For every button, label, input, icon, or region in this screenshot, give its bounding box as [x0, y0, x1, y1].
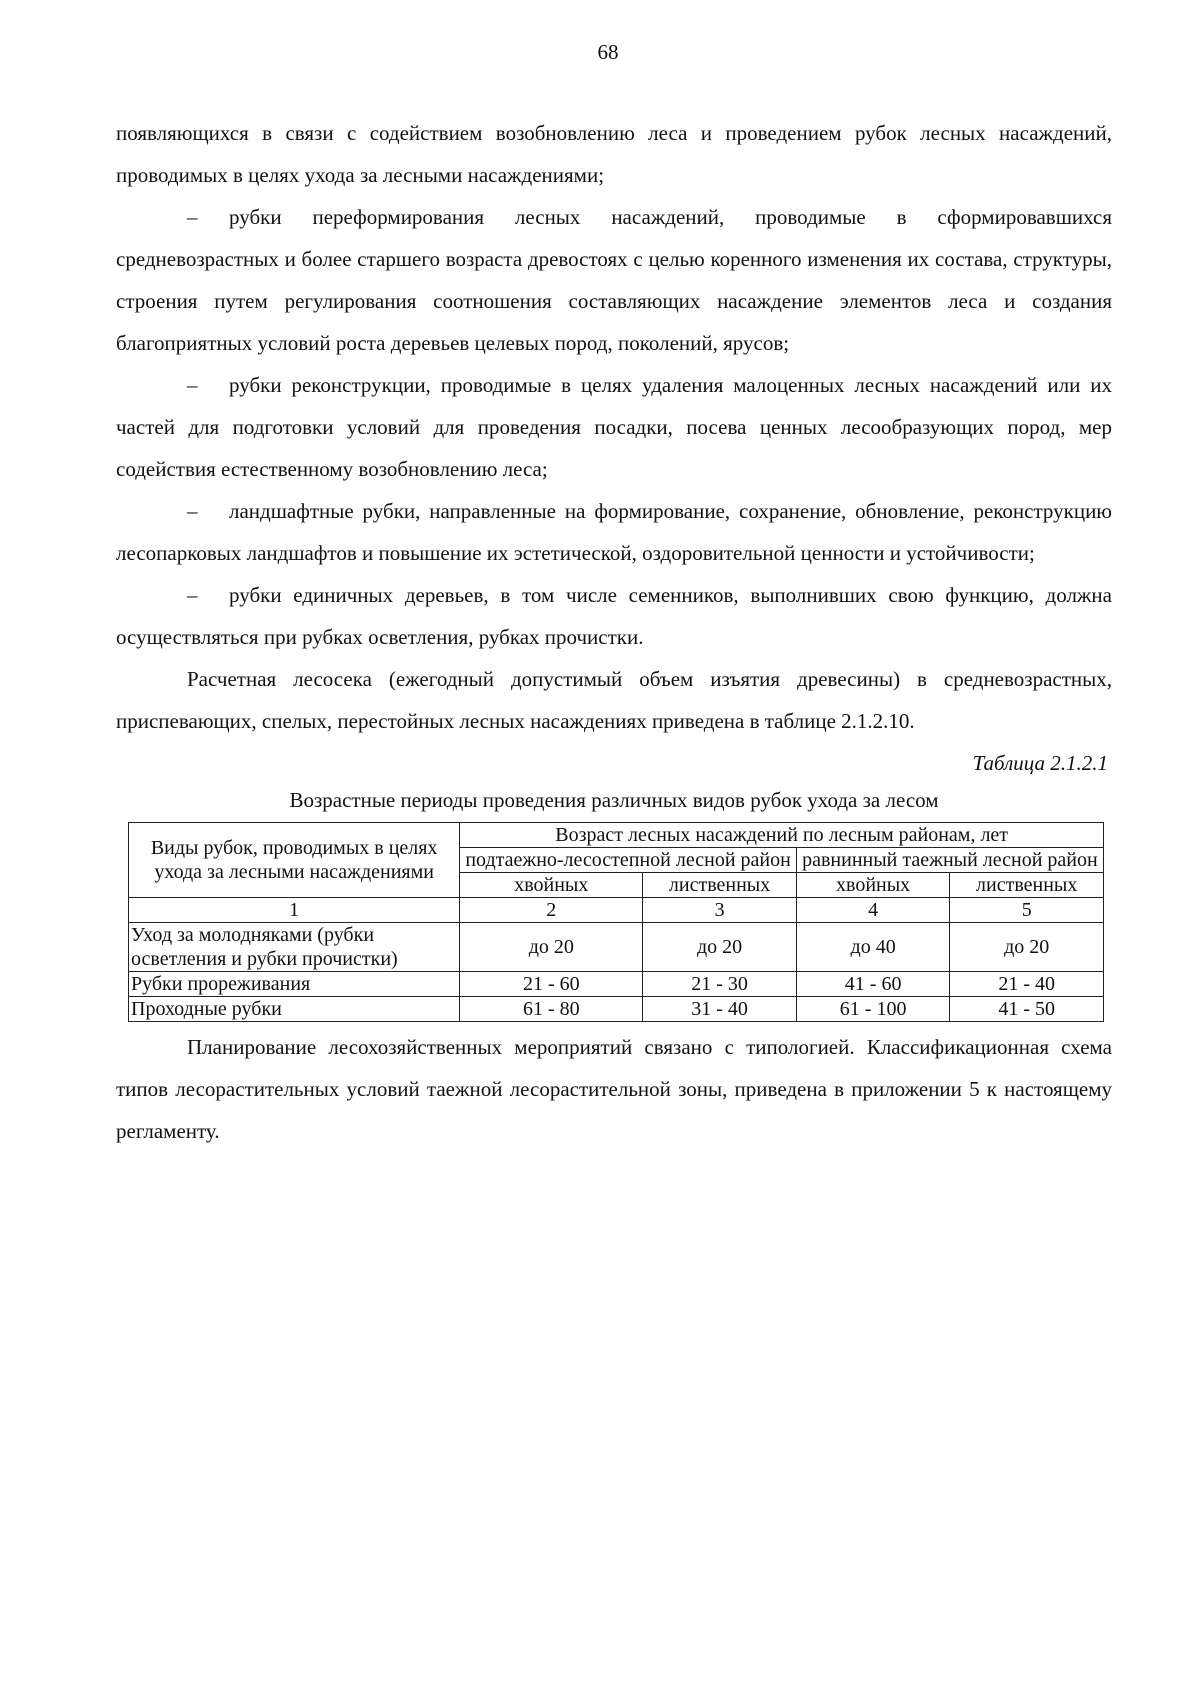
- table-row: [129, 923, 1104, 972]
- table-cell: 41 - 60: [796, 972, 950, 997]
- table-title: Возрастные периоды проведения различных видов рубок ухода за лесом: [289, 788, 939, 812]
- list-item: [116, 196, 1112, 364]
- paragraph-continuation: появляющихся в связи с содействием возобновлению леса и проведением рубок лесных насаждений, проводимых в целях ухода за лесными насаждениями;: [116, 121, 1112, 187]
- table-cell: до 20: [643, 923, 797, 972]
- row-name: Рубки прореживания: [129, 972, 460, 997]
- header-deciduous: лиственных: [950, 873, 1104, 898]
- header-deciduous: лиственных: [643, 873, 797, 898]
- column-number: 4: [796, 898, 950, 923]
- row-name: Уход за молодняками (рубки осветления и рубки прочистки): [129, 923, 460, 972]
- table-cell: 31 - 40: [643, 997, 797, 1022]
- list-item: [116, 574, 1112, 658]
- dash-marker: –: [187, 373, 198, 397]
- list-item: [116, 364, 1112, 490]
- list-item: [116, 490, 1112, 574]
- document-body: [116, 112, 1112, 1152]
- table-cell: до 40: [796, 923, 950, 972]
- table-cell: 21 - 30: [643, 972, 797, 997]
- felling-age-table: [128, 822, 1104, 1022]
- table-cell: 21 - 60: [460, 972, 643, 997]
- list-item-text: рубки единичных деревьев, в том числе семенников, выполнивших свою функцию, должна осуществляться при рубках осветления, рубках прочистки.: [116, 583, 1112, 649]
- column-number: 1: [129, 898, 460, 923]
- dash-marker: –: [187, 205, 198, 229]
- table-header-row: [129, 823, 1104, 848]
- page-number: 68: [597, 40, 619, 64]
- column-number-row: [129, 898, 1104, 923]
- header-kinds: Виды рубок, проводимых в целях ухода за лесными насаждениями: [129, 823, 460, 898]
- list-item-text: ландшафтные рубки, направленные на формирование, сохранение, обновление, реконструкцию лесопарковых ландшафтов и повышение их эстетической, оздоровительной ценности и устойчивости;: [116, 499, 1112, 565]
- table-row: [129, 997, 1104, 1022]
- dash-marker: –: [187, 583, 198, 607]
- table-cell: 21 - 40: [950, 972, 1104, 997]
- dash-marker: –: [187, 499, 198, 523]
- paragraph-planning: Планирование лесохозяйственных мероприятий связано с типологией. Классификационная схема типов лесорастительных условий таежной лесорастительной зоны, приведена в приложении 5 к настоящему регламенту.: [116, 1035, 1112, 1143]
- paragraph-estimated-cutting: Расчетная лесосека (ежегодный допустимый объем изъятия древесины) в средневозрастных, приспевающих, спелых, перестойных лесных насаждениях приведена в таблице 2.1.2.10.: [116, 667, 1112, 733]
- row-name: Проходные рубки: [129, 997, 460, 1022]
- list-item-text: рубки переформирования лесных насаждений, проводимые в сформировавшихся средневозрастных и более старшего возраста древостоях с целью коренного изменения их состава, структуры, строения путем регулирования соотношения составляющих насаждение элементов леса и создания благоприятных условий роста деревьев целевых пород, поколений, ярусов;: [116, 205, 1112, 355]
- table-cell: до 20: [950, 923, 1104, 972]
- header-region-1: подтаежно-лесостепной лесной район: [460, 848, 797, 873]
- table-cell: до 20: [460, 923, 643, 972]
- list-item-text: рубки реконструкции, проводимые в целях удаления малоценных лесных насаждений или их частей для подготовки условий для проведения посадки, посева ценных лесообразующих пород, мер содействия естественному возобновлению леса;: [116, 373, 1112, 481]
- column-number: 5: [950, 898, 1104, 923]
- table-label: Таблица 2.1.2.1: [972, 751, 1108, 775]
- column-number: 3: [643, 898, 797, 923]
- table-cell: 61 - 80: [460, 997, 643, 1022]
- table-row: [129, 972, 1104, 997]
- header-coniferous: хвойных: [796, 873, 950, 898]
- header-coniferous: хвойных: [460, 873, 643, 898]
- header-age: Возраст лесных насаждений по лесным районам, лет: [460, 823, 1104, 848]
- column-number: 2: [460, 898, 643, 923]
- table-cell: 61 - 100: [796, 997, 950, 1022]
- header-region-2: равнинный таежный лесной район: [796, 848, 1103, 873]
- table-cell: 41 - 50: [950, 997, 1104, 1022]
